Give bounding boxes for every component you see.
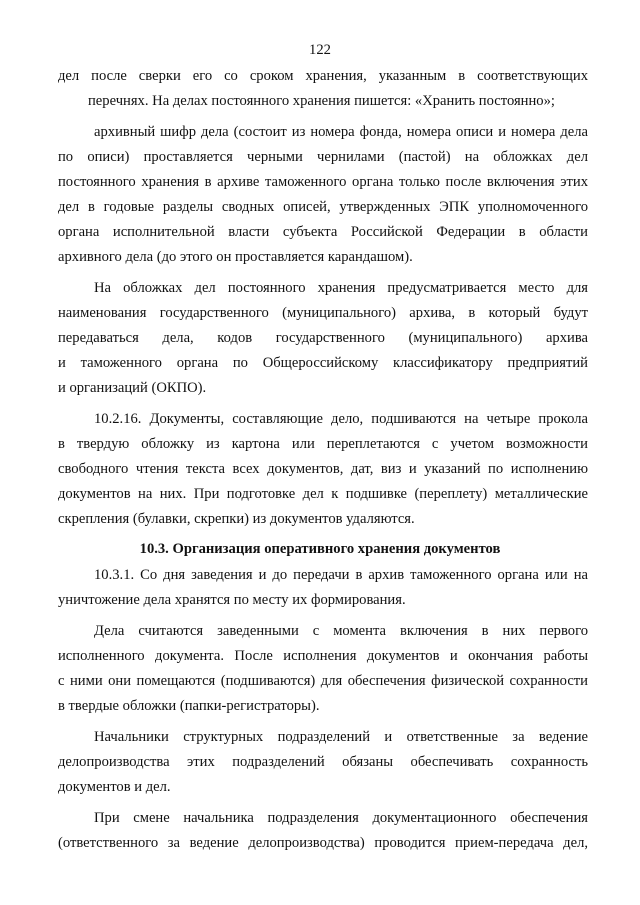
text-line: На обложках дел постоянного хранения предусматривается место для <box>94 280 588 296</box>
text-line: делопроизводства этих подразделений обязаны обеспечивать сохранность <box>58 754 588 770</box>
text-line: Дела считаются заведенными с момента включения в них первого <box>94 623 588 639</box>
section-heading: 10.3. Организация оперативного хранения документов <box>139 541 501 557</box>
text-line: в твердую обложку из картона или переплетаются с учетом возможности <box>58 436 588 452</box>
text-line: архивного дела (до этого он проставляется карандашом). <box>58 249 413 265</box>
text-line: дел в годовые разделы сводных описей, утвержденных ЭПК уполномоченного <box>58 199 588 215</box>
text-line: 10.3.1. Со дня заведения и до передачи в архив таможенного органа или на <box>94 567 588 583</box>
text-line: архивный шифр дела (состоит из номера фонда, номера описи и номера дела <box>94 124 588 140</box>
text-line: по описи) проставляется черными чернилами (пастой) на обложках дел <box>58 149 588 165</box>
text-line: уничтожение дела хранятся по месту их формирования. <box>58 592 406 608</box>
text-line: документов и дел. <box>58 779 171 795</box>
text-line: (ответственного за ведение делопроизводства) проводится прием-передача дел, <box>58 835 588 851</box>
text-line: постоянного хранения в архиве таможенного органа только после включения этих <box>58 174 588 190</box>
text-line: перечнях. На делах постоянного хранения пишется: «Хранить постоянно»; <box>88 93 555 109</box>
text-line: скрепления (булавки, скрепки) из документов удаляются. <box>58 511 415 527</box>
text-line: свободного чтения текста всех документов, дат, виз и указаний по исполнению <box>58 461 588 477</box>
text-line: 10.2.16. Документы, составляющие дело, подшиваются на четыре прокола <box>94 411 588 427</box>
text-line: органа исполнительной власти субъекта Российской Федерации в области <box>58 224 588 240</box>
text-line: наименования государственного (муниципального) архива, в который будут <box>58 305 588 321</box>
text-line: исполненного документа. После исполнения документов и окончания работы <box>58 648 588 664</box>
text-line: Начальники структурных подразделений и ответственные за ведение <box>94 729 588 745</box>
page-number: 122 <box>309 42 331 58</box>
text-line: в твердые обложки (папки-регистраторы). <box>58 698 320 714</box>
text-line: и таможенного органа по Общероссийскому классификатору предприятий <box>58 355 588 371</box>
text-line: документов на них. При подготовке дел к подшивке (переплету) металлические <box>58 486 588 502</box>
text-line: дел после сверки его со сроком хранения, указанным в соответствующих <box>58 68 588 84</box>
text-line: с ними они помещаются (подшиваются) для обеспечения физической сохранности <box>58 673 588 689</box>
text-line: и организаций (ОКПО). <box>58 380 207 396</box>
text-line: передаваться дела, кодов государственного (муниципального) архива <box>58 330 588 346</box>
text-line: При смене начальника подразделения документационного обеспечения <box>94 810 588 826</box>
